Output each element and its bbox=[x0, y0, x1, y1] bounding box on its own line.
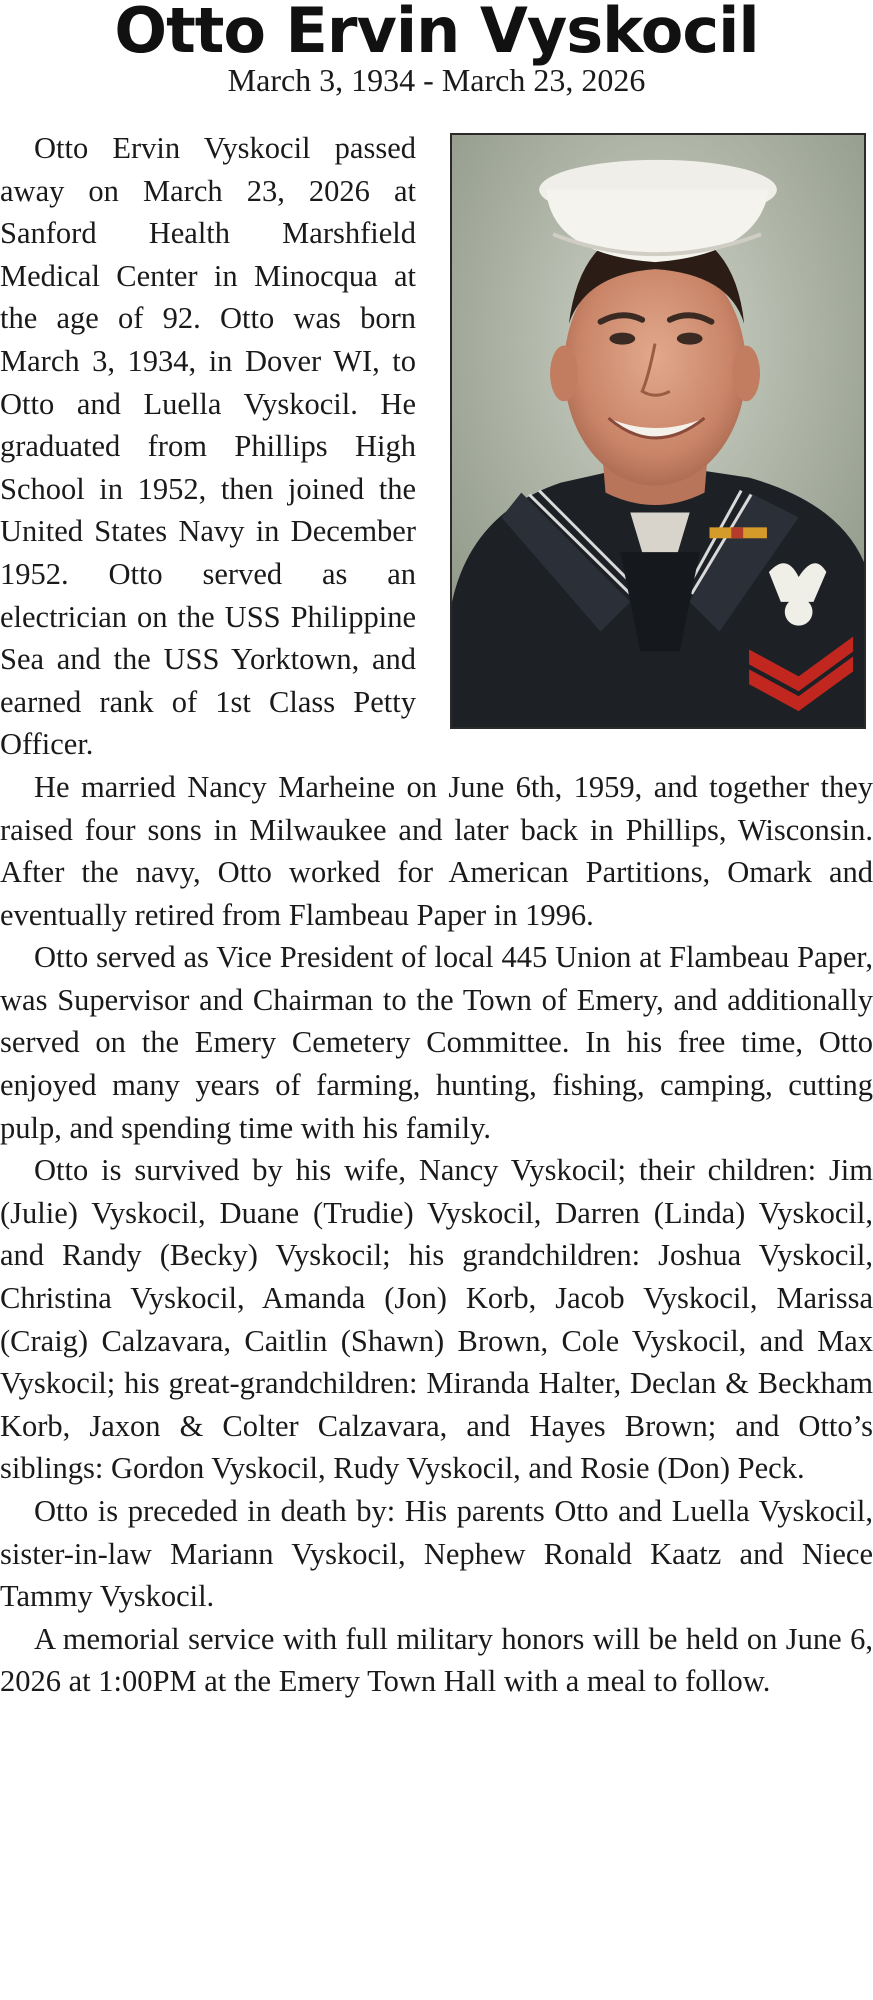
obituary-name-heading: Otto Ervin Vyskocil bbox=[114, 0, 759, 67]
obituary-paragraph-6: A memorial service with full military honors will be held on June 6, 2026 at 1:00PM at the Emery Town Hall with a meal to follow. bbox=[0, 1621, 873, 1699]
obituary-paragraph-5: Otto is preceded in death by: His parents Otto and Luella Vyskocil, sister-in-law Mariann Vyskocil, Nephew Ronald Kaatz and Niece Tammy Vyskocil. bbox=[0, 1494, 873, 1614]
obituary-date-range: March 3, 1934 - March 23, 2026 bbox=[227, 62, 646, 98]
obituary-paragraph-2: He married Nancy Marheine on June 6th, 1959, and together they raised four sons in Milwaukee and later back in Phillips, Wisconsin. After the navy, Otto worked for American Partitions, Omark and eventually retired from Flambeau Paper in 1996. bbox=[0, 769, 873, 932]
obituary-paragraph-1: Otto Ervin Vyskocil passed away on March 23, 2026 at Sanford Health Marshfield Medical Center in Minocqua at the age of 92. Otto was born March 3, 1934, in Dover WI, to Otto and Luella Vyskocil. He graduated from Phillips High School in 1952, then joined the United States Navy in December 1952. Otto served as an electrician on the USS Philippine Sea and the USS Yorktown, and earned rank of 1st Class Petty Officer. bbox=[0, 131, 416, 762]
photo-wrap-spacer bbox=[416, 127, 873, 732]
obituary-paragraph-4: Otto is survived by his wife, Nancy Vyskocil; their children: Jim (Julie) Vyskocil, Duane (Trudie) Vyskocil, Darren (Linda) Vyskocil, and Randy (Becky) Vyskocil; his grandchildren: Joshua Vyskocil, Christina Vyskocil, Amanda (Jon) Korb, Jacob Vyskocil, Marissa (Craig) Calzavara, Caitlin (Shawn) Brown, Cole Vyskocil, and Max Vyskocil; his great-grandchildren: Miranda Halter, Declan & Beckham Korb, Jaxon & Colter Calzavara, and Hayes Brown; and Otto’s siblings: Gordon Vyskocil, Rudy Vyskocil, and Rosie (Don) Peck. bbox=[0, 1153, 873, 1486]
obituary-paragraph-3: Otto served as Vice President of local 445 Union at Flambeau Paper, was Supervisor and Chairman to the Town of Emery, and additionally served on the Emery Cemetery Committee. In his free time, Otto enjoyed many years of farming, hunting, fishing, camping, cutting pulp, and spending time with his family. bbox=[0, 940, 873, 1145]
obituary-body bbox=[0, 127, 873, 1703]
